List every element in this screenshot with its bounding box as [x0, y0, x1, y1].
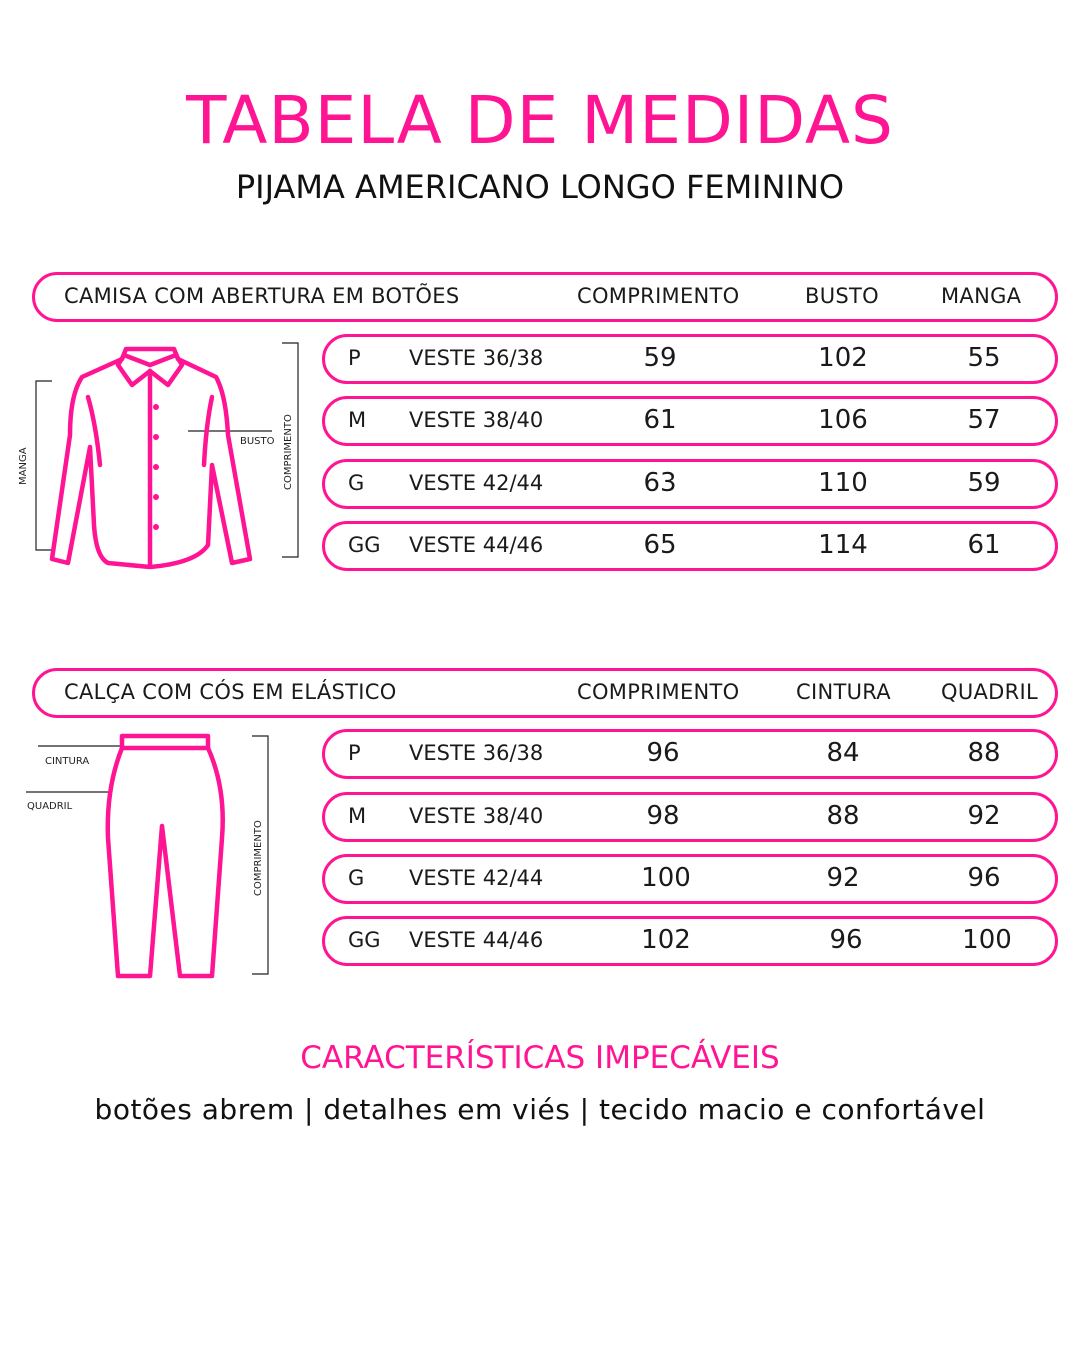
busto-value: 102: [818, 343, 868, 373]
size-label: G: [348, 471, 365, 495]
shirt-table-header: [32, 272, 1058, 322]
veste-label: VESTE 36/38: [409, 741, 544, 765]
manga-value: 59: [967, 468, 1001, 498]
size-label: M: [348, 804, 367, 828]
cintura-value: 96: [829, 925, 863, 955]
shirt-header-busto: BUSTO: [805, 284, 879, 308]
comprimento-value: 65: [643, 530, 677, 560]
quadril-value: 88: [967, 738, 1001, 768]
comprimento-dimension-label: COMPRIMENTO: [253, 820, 264, 896]
size-label: GG: [348, 533, 381, 557]
manga-value: 61: [967, 530, 1001, 560]
comprimento-value: 61: [643, 405, 677, 435]
shirt-size-row: [322, 521, 1058, 571]
comprimento-value: 96: [646, 738, 680, 768]
pants-header-comprimento: COMPRIMENTO: [577, 680, 740, 704]
shirt-header-name: CAMISA COM ABERTURA EM BOTÕES: [64, 284, 460, 308]
pants-header-cintura: CINTURA: [796, 680, 891, 704]
comprimento-value: 59: [643, 343, 677, 373]
busto-value: 114: [818, 530, 868, 560]
cintura-value: 88: [826, 801, 860, 831]
size-label: G: [348, 866, 365, 890]
page-title: TABELA DE MEDIDAS: [186, 82, 894, 159]
pants-size-row: [322, 916, 1058, 966]
shirt-size-row: [322, 396, 1058, 446]
busto-dimension-label: BUSTO: [240, 436, 275, 447]
manga-value: 57: [967, 405, 1001, 435]
features-title: CARACTERÍSTICAS IMPECÁVEIS: [300, 1040, 780, 1076]
comprimento-value: 100: [641, 863, 691, 893]
veste-label: VESTE 44/46: [409, 928, 544, 952]
veste-label: VESTE 42/44: [409, 866, 544, 890]
shirt-header-comprimento: COMPRIMENTO: [577, 284, 740, 308]
cintura-value: 84: [826, 738, 860, 768]
pants-diagram-icon: [0, 728, 290, 988]
pants-table-header: [32, 668, 1058, 718]
cintura-value: 92: [826, 863, 860, 893]
manga-dimension-label: MANGA: [18, 447, 29, 485]
size-label: P: [348, 741, 361, 765]
cintura-dimension-label: CINTURA: [45, 756, 90, 767]
comprimento-value: 63: [643, 468, 677, 498]
pants-size-row: [322, 729, 1058, 779]
page-subtitle: PIJAMA AMERICANO LONGO FEMININO: [235, 168, 845, 206]
quadril-dimension-label: QUADRIL: [27, 801, 73, 812]
pants-size-row: [322, 792, 1058, 842]
busto-value: 110: [818, 468, 868, 498]
shirt-size-row: [322, 459, 1058, 509]
veste-label: VESTE 44/46: [409, 533, 544, 557]
veste-label: VESTE 42/44: [409, 471, 544, 495]
shirt-header-manga: MANGA: [941, 284, 1022, 308]
pants-header-name: CALÇA COM CÓS EM ELÁSTICO: [64, 680, 397, 704]
quadril-value: 100: [962, 925, 1012, 955]
comprimento-value: 102: [641, 925, 691, 955]
quadril-value: 92: [967, 801, 1001, 831]
veste-label: VESTE 36/38: [409, 346, 544, 370]
pants-size-row: [322, 854, 1058, 904]
veste-label: VESTE 38/40: [409, 804, 544, 828]
pants-header-quadril: QUADRIL: [941, 680, 1039, 704]
comprimento-value: 98: [646, 801, 680, 831]
comprimento-dimension-label: COMPRIMENTO: [283, 414, 294, 490]
size-label: M: [348, 408, 367, 432]
features-text: botões abrem | detalhes em viés | tecido macio e confortável: [94, 1093, 986, 1126]
quadril-value: 96: [967, 863, 1001, 893]
size-label: GG: [348, 928, 381, 952]
veste-label: VESTE 38/40: [409, 408, 544, 432]
size-label: P: [348, 346, 361, 370]
busto-value: 106: [818, 405, 868, 435]
shirt-size-row: [322, 334, 1058, 384]
shirt-diagram-icon: [0, 335, 310, 580]
manga-value: 55: [967, 343, 1001, 373]
